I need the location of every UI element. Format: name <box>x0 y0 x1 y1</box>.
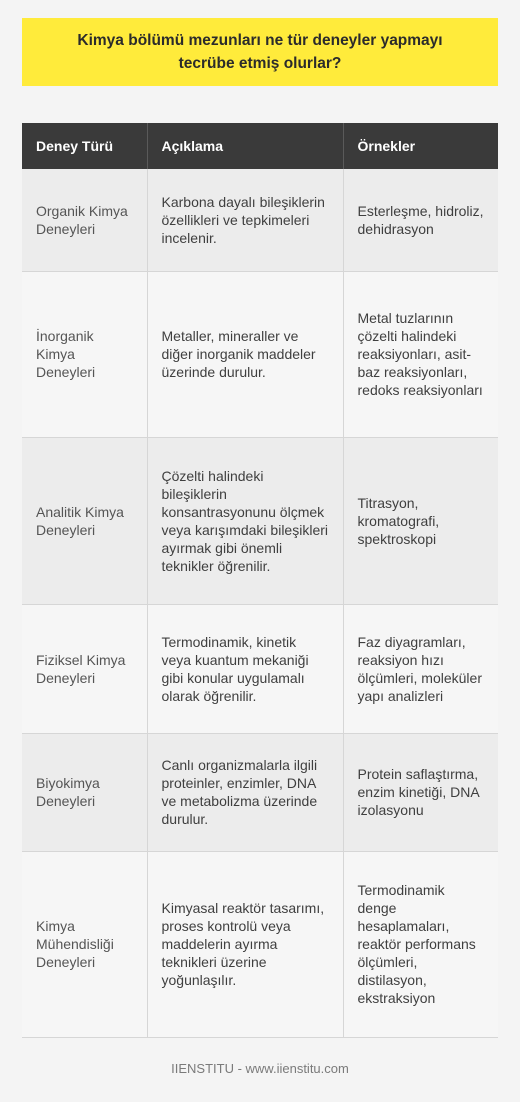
cell-examples: Faz diyagramları, reaksiyon hızı ölçümleri, moleküler yapı analizleri <box>343 604 498 733</box>
cell-description: Karbona dayalı bileşiklerin özellikleri ve tepkimeleri incelenir. <box>147 169 343 271</box>
cell-examples: Esterleşme, hidroliz, dehidrasyon <box>343 169 498 271</box>
cell-experiment-type: Analitik Kimya Deneyleri <box>22 437 147 604</box>
cell-description: Kimyasal reaktör tasarımı, proses kontrolü veya maddelerin ayırma teknikleri üzerine yoğunlaşılır. <box>147 851 343 1037</box>
header-examples: Örnekler <box>343 123 498 169</box>
cell-experiment-type: Kimya Mühendisliği Deneyleri <box>22 851 147 1037</box>
header-description: Açıklama <box>147 123 343 169</box>
table-row <box>22 437 498 604</box>
cell-experiment-type: Fiziksel Kimya Deneyleri <box>22 604 147 733</box>
footer-credit: IIENSTITU - www.iienstitu.com <box>171 1061 349 1076</box>
table-row <box>22 604 498 733</box>
table-row <box>22 271 498 437</box>
cell-description: Termodinamik, kinetik veya kuantum mekaniği gibi konular uygulamalı olarak öğrenilir. <box>147 604 343 733</box>
header-experiment-type: Deney Türü <box>22 123 147 169</box>
table-header-row <box>22 123 498 169</box>
cell-experiment-type: İnorganik Kimya Deneyleri <box>22 271 147 437</box>
cell-examples: Termodinamik denge hesaplamaları, reaktör performans ölçümleri, distilasyon, ekstraksiyon <box>343 851 498 1037</box>
cell-examples: Protein saflaştırma, enzim kinetiği, DNA izolasyonu <box>343 733 498 851</box>
title-banner <box>22 18 498 86</box>
cell-description: Metaller, mineraller ve diğer inorganik maddeler üzerinde durulur. <box>147 271 343 437</box>
cell-examples: Metal tuzlarının çözelti halindeki reaksiyonları, asit-baz reaksiyonları, redoks reaksiyonları <box>343 271 498 437</box>
cell-description: Çözelti halindeki bileşiklerin konsantrasyonunu ölçmek veya karışımdaki bileşikleri ayırmak gibi önemli teknikler öğrenilir. <box>147 437 343 604</box>
table-row <box>22 851 498 1037</box>
experiments-table <box>22 123 498 1038</box>
cell-experiment-type: Organik Kimya Deneyleri <box>22 169 147 271</box>
table-row <box>22 169 498 271</box>
table-row <box>22 733 498 851</box>
cell-examples: Titrasyon, kromatografi, spektroskopi <box>343 437 498 604</box>
cell-experiment-type: Biyokimya Deneyleri <box>22 733 147 851</box>
cell-description: Canlı organizmalarla ilgili proteinler, enzimler, DNA ve metabolizma üzerinde durulur. <box>147 733 343 851</box>
page-title: Kimya bölümü mezunları ne tür deneyler yapmayı tecrübe etmiş olurlar? <box>77 32 443 72</box>
